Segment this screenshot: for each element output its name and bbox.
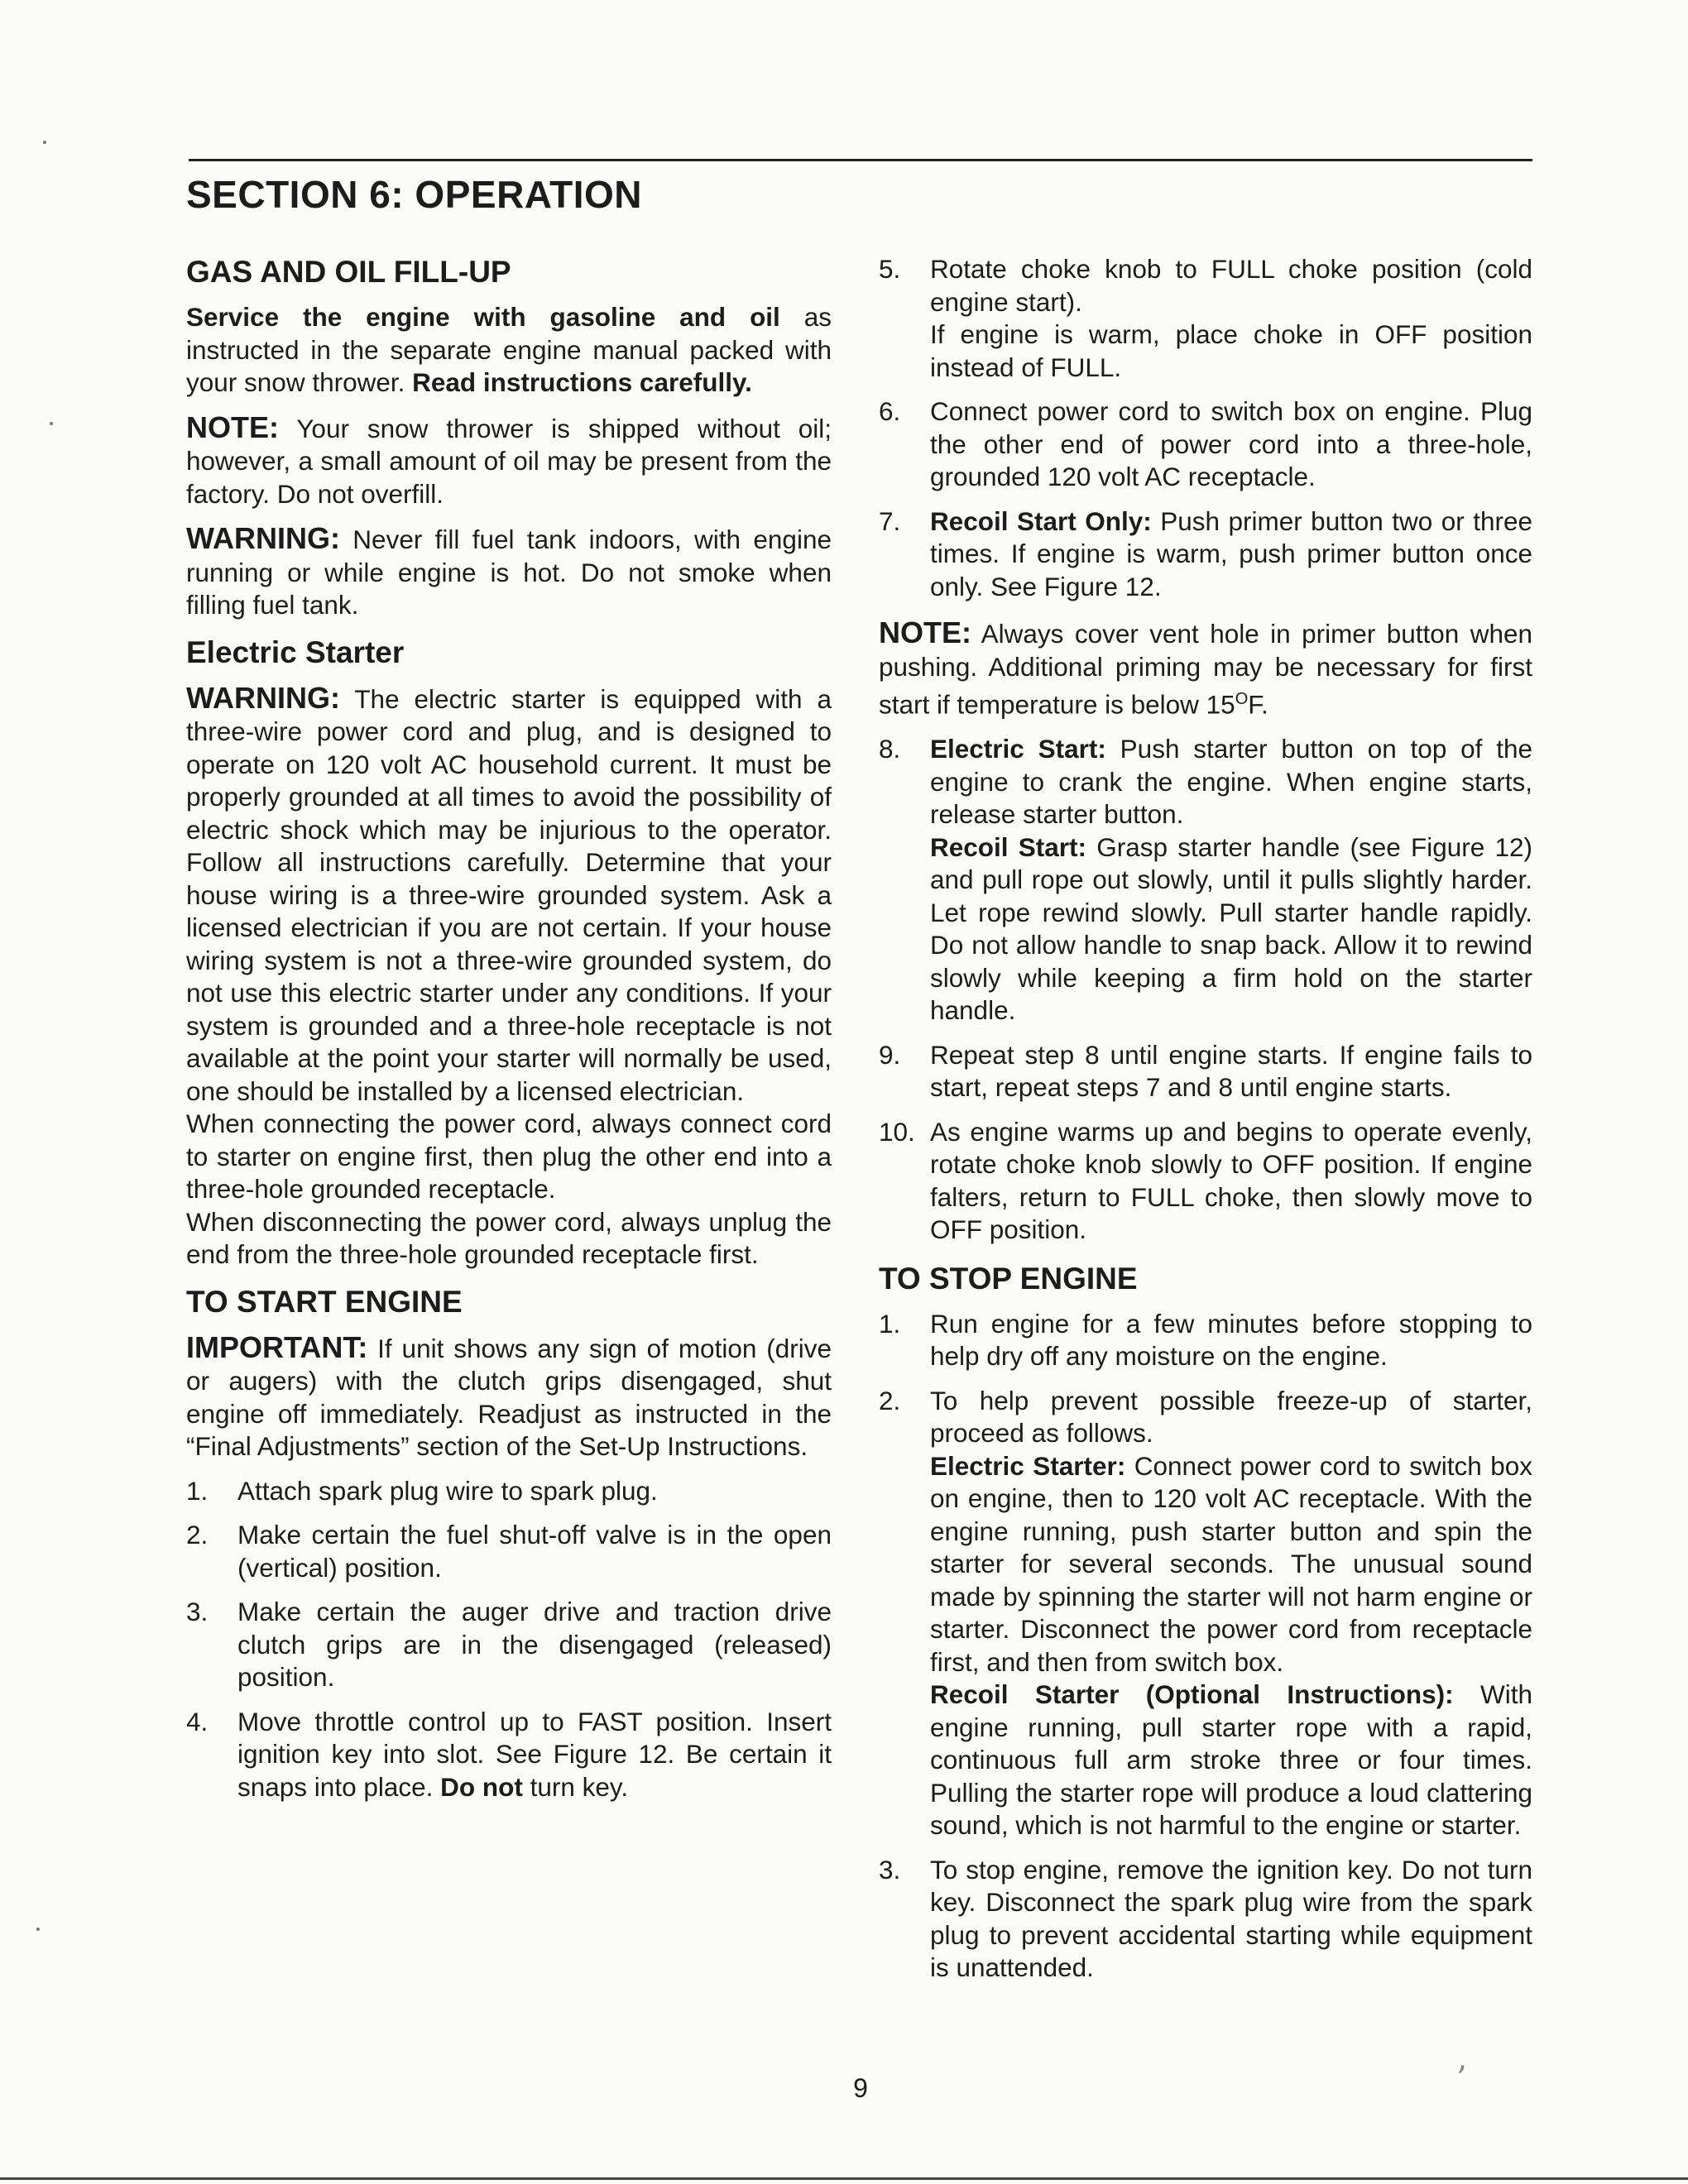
start-step-6 [879, 395, 1532, 494]
step-number: 3. [186, 1597, 209, 1626]
gas-oil-heading: GAS AND OIL FILL-UP [186, 255, 511, 289]
important-label: IMPORTANT: [186, 1329, 368, 1364]
step-text: As engine warms up and begins to operate evenly, rotate choke knob slowly to OFF position. If engine falters, return to FULL choke, then slowly move to OFF position. [930, 1116, 1532, 1244]
note-text: Your snow thrower is shipped without oil; however, a small amount of oil may be present from the factory. Do not overfill. [186, 413, 832, 509]
scan-speck [36, 1928, 40, 1931]
step-text: To stop engine, remove the ignition key. Do not turn key. Disconnect the spark plug wire from the spark plug to prevent accidental starting while equipment is unattended. [930, 1854, 1532, 1982]
step-number: 2. [879, 1385, 901, 1415]
step-text: Run engine for a few minutes before stopping to help dry off any moisture on the engine. [930, 1308, 1532, 1371]
recoil-starter-text: With engine running, pull starter rope with a rapid, continuous full arm stroke three or four times. Pulling the starter rope will produce a loud clattering sound, which is not harmful to the engine or starter. [930, 1679, 1532, 1840]
warning-electric-text: The electric starter is equipped with a three-wire power cord and plug, and is designed to operate on 120 volt AC household current. It must be properly grounded at all times to avoid the possibility of electric shock which may be injurious to the operator. Follow all instructions carefully. Determine that your house wiring is a three-wire grounded system. Ask a licensed electrician if you are not certain. If your house wiring system is not a three-wire grounded system, do not use this electric starter under any conditions. If your system is grounded and a three-hole receptacle is not available at the point your starter will normally be used, one should be installed by a licensed electrician. [186, 683, 832, 1106]
start-step-5 [879, 253, 1532, 384]
start-step-1 [186, 1475, 832, 1508]
degree-mark: O [1235, 690, 1249, 708]
stop-step-2 [879, 1385, 1532, 1842]
warning-electric-label: WARNING: [186, 680, 340, 715]
connecting-paragraph: When connecting the power cord, always connect cord to starter on engine first, then plug the other end into a three-hole grounded receptacle. [186, 1109, 832, 1204]
start-steps-final [879, 733, 1532, 1247]
step-text: Make certain the auger drive and traction drive clutch grips are in the disengaged (released) position. [237, 1597, 832, 1692]
warning-fuel-text: Never fill fuel tank indoors, with engine running or while engine is hot. Do not smoke when filling fuel tank. [186, 524, 832, 620]
start-step-2 [186, 1519, 832, 1584]
step-text: Make certain the fuel shut-off valve is in the open (vertical) position. [237, 1520, 832, 1583]
top-rule [189, 159, 1532, 161]
start-steps-continued [879, 253, 1532, 603]
step-number: 1. [879, 1308, 901, 1339]
important-text: If unit shows any sign of motion (drive or augers) with the clutch grips disengaged, shut engine off immediately. Readjust as instructed in the “Final Adjustments” section of the Set-Up Instructions. [186, 1333, 832, 1461]
scan-speck [43, 141, 46, 144]
electric-starter-heading: Electric Starter [186, 635, 405, 669]
stop-engine-heading: TO STOP ENGINE [879, 1261, 1138, 1296]
recoil-starter-block [930, 1679, 1532, 1842]
gas-oil-bold: Service the engine with gasoline and oil [186, 302, 780, 332]
start-step-9 [879, 1039, 1532, 1104]
step-text: Attach spark plug wire to spark plug. [237, 1475, 658, 1506]
disconnecting-paragraph: When disconnecting the power cord, always unplug the end from the three-hole grounded receptacle first. [186, 1206, 832, 1269]
corner-pencil-mark: ’ [1456, 2060, 1467, 2098]
step-text: Move throttle control up to FAST position. Insert ignition key into slot. See Figure 12. Be certain it snaps into place. [237, 1706, 832, 1802]
start-step-10 [879, 1116, 1532, 1247]
warning-fuel-paragraph [186, 522, 832, 622]
step-text: Connect power cord to switch box on engine. Plug the other end of power cord into a three-hole, grounded 120 volt AC receptacle. [930, 396, 1532, 491]
step-text-warm: If engine is warm, place choke in OFF position instead of FULL. [930, 319, 1532, 382]
recoil-start-label: Recoil Start: [930, 831, 1086, 862]
stop-steps-list [879, 1308, 1532, 1985]
electric-starter-label: Electric Starter: [930, 1450, 1126, 1481]
step-number: 1. [186, 1475, 209, 1506]
step-number: 8. [879, 734, 901, 764]
primer-note-text: Always cover vent hole in primer button when pushing. Additional priming may be necessary for first start if temperature is below 15 [879, 619, 1532, 720]
electric-start-text: Push starter button on top of the engine to crank the engine. When engine starts, release starter button. [930, 734, 1532, 829]
right-column [879, 253, 1532, 1998]
step-number: 3. [879, 1854, 901, 1885]
left-column [186, 253, 832, 1817]
important-paragraph [186, 1331, 832, 1463]
recoil-start-block [930, 831, 1532, 1027]
warning-electric-paragraph [186, 682, 832, 1109]
gas-oil-bold-2: Read instructions carefully. [412, 367, 752, 397]
stop-step-3 [879, 1854, 1532, 1985]
step-text: Rotate choke knob to FULL choke position (cold engine start). [930, 254, 1532, 317]
step-number: 2. [186, 1520, 209, 1549]
electric-starter-block [930, 1450, 1532, 1679]
start-engine-heading: TO START ENGINE [186, 1284, 463, 1319]
note-paragraph [186, 411, 832, 511]
step-text: Push primer button two or three times. If engine is warm, push primer button once only. See Figure 12. [930, 505, 1532, 601]
recoil-starter-label: Recoil Starter (Optional Instructions): [930, 1679, 1454, 1709]
start-step-7 [879, 505, 1532, 604]
step-bold-text: Do not [440, 1771, 523, 1802]
recoil-start-text: Grasp starter handle (see Figure 12) and pull rope out slowly, until it pulls slightly harder. Let rope rewind slowly. Pull starter handle rapidly. Do not allow handle to snap back. Allow it to rewind slowly while keeping a firm hold on the starter handle. [930, 831, 1532, 1025]
gas-oil-paragraph [186, 301, 832, 400]
primer-note-label: NOTE: [879, 615, 971, 649]
step-text: Repeat step 8 until engine starts. If engine fails to start, repeat steps 7 and 8 until engine starts. [930, 1039, 1532, 1102]
scan-speck [50, 422, 53, 425]
step-number: 10. [879, 1116, 915, 1147]
start-step-3 [186, 1596, 832, 1694]
start-step-4 [186, 1706, 832, 1804]
step-number: 6. [879, 396, 901, 426]
electric-starter-text: Connect power cord to switch box on engine, then to 120 volt AC receptacle. With the engine running, push starter button and spin the starter for several seconds. The unusual sound made by spinning the starter will not harm engine or starter. Disconnect the power cord from receptacle first, and then from switch box. [930, 1450, 1533, 1677]
gas-oil-text: as instructed in the separate engine manual packed with your snow thrower. [186, 302, 832, 397]
page-number: 9 [853, 2073, 868, 2103]
step-number: 9. [879, 1039, 901, 1070]
electric-start-block [930, 733, 1532, 831]
start-steps-list [186, 1475, 832, 1804]
primer-note-paragraph [879, 616, 1532, 721]
step-tail-text: turn key. [522, 1771, 629, 1802]
bottom-rule [0, 2177, 1688, 2180]
step-number: 4. [186, 1706, 209, 1736]
stop-step-1 [879, 1308, 1532, 1373]
start-step-8 [879, 733, 1532, 1027]
step-label: Recoil Start Only: [930, 505, 1152, 536]
electric-start-label: Electric Start: [930, 734, 1106, 764]
step-number: 7. [879, 505, 901, 536]
warning-fuel-label: WARNING: [186, 521, 340, 555]
temperature-unit: F. [1248, 689, 1268, 720]
note-label: NOTE: [186, 410, 279, 444]
step-number: 5. [879, 254, 901, 284]
section-title: SECTION 6: OPERATION [186, 173, 642, 216]
step-text: To help prevent possible freeze-up of starter, proceed as follows. [930, 1385, 1532, 1448]
